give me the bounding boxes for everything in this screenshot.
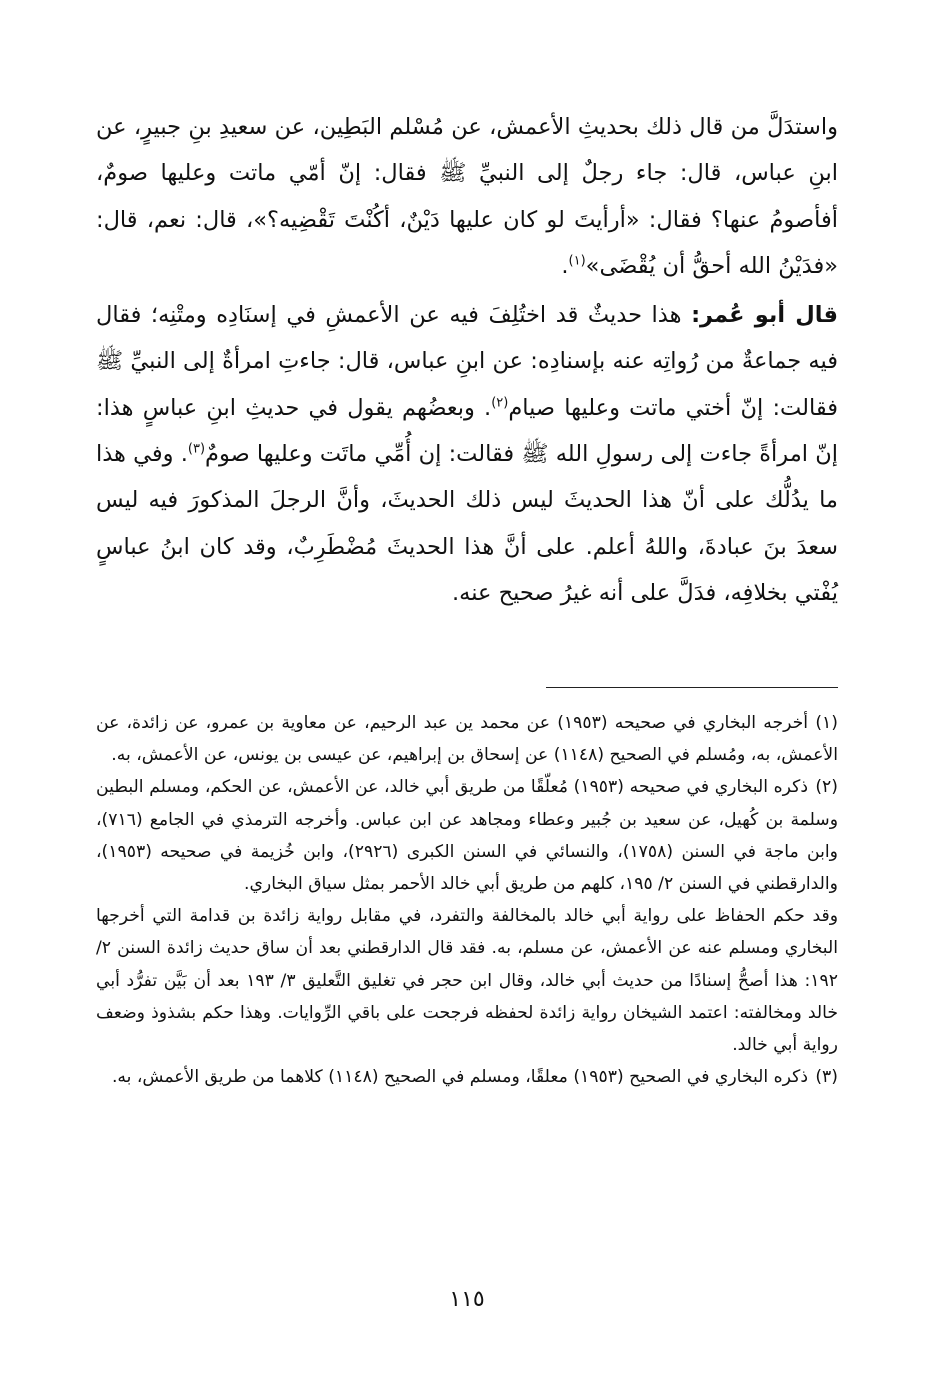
footnote-2-continuation-text: وقد حكم الحفاظ على رواية أبي خالد بالمخالفة والتفرد، في مقابل رواية زائدة بن قدامة التي أخرجها البخاري ومسلم عنه عن الأعمش، عن مسلم، به. فقد قال الدارقطني بعد أن ساق حديث زائدة السنن ٢/ ١٩٢: هذا أصحُّ إسنادًا من حديث أبي خالد، وقال ابن حجر في تغليق التَّعليق ٣/ ١٩٣ بعد أن بَيَّن تفرُّد أبي خالد ومخالفته: اعتمد الشيخان رواية زائدة لحفظه فرجحت على باقي الرِّوايات. وهذا حكم بشذوذ وضعف رواية أبي خالد. — [96, 906, 838, 1056]
footnote-2-number: (٢) — [815, 777, 838, 798]
footnote-1 — [96, 707, 838, 771]
footnote-1-number: (١) — [815, 713, 838, 733]
footnote-ref-2[interactable]: (٢) — [491, 395, 509, 411]
paragraph-2-text-a: هذا حديثٌ قد اختُلِفَ فيه عن الأعمشِ في إسنَادِه ومتْنِه؛ فقال فيه جماعةٌ من رُواتِه عنه بإسنادِه: عن ابنِ عباس، قال: جاءتِ امرأةٌ إلى النبيِّ ﷺ فقالت: إنّ أختي ماتت وعليها صيام — [96, 302, 838, 421]
footnote-1-text: أخرجه البخاري في صحيحه (١٩٥٣) عن محمد ين عبد الرحيم، عن معاوية بن عمرو، عن زائدة، عن الأعمش، به، ومُسلم في الصحيح (١١٤٨) عن إسحاق بن إبراهيم، عن عيسى بن يونس، عن الأعمش، به. — [96, 713, 838, 766]
footnote-3-text: ذكره البخاري في الصحيح (١٩٥٣) معلقًا، ومسلم في الصحيح (١١٤٨) كلاهما من طريق الأعمش، به. — [111, 1067, 808, 1088]
footnote-ref-1[interactable]: (١) — [568, 253, 586, 269]
paragraph-1-text: واستدَلَّ من قال ذلك بحديثِ الأعمش، عن مُسْلم البَطِين، عن سعيدِ بنِ جبيرٍ، عن ابنِ عباس، قال: جاء رجلٌ إلى النبيِّ ﷺ فقال: إنّ أمّي ماتت وعليها صومٌ، أفأصومُ عنها؟ فقال: «أرأيتَ لو كان عليها دَيْنٌ، أكُنْتَ تَقْضِيه؟»، قال: نعم، قال: «فدَيْنُ الله أحقُّ أن يُقْضَى» — [96, 114, 838, 279]
footnote-3 — [96, 1061, 838, 1093]
paragraph-2-text-c: . وفي هذا ما يدُلُّك على أنّ هذا الحديثَ ليس ذلك الحديثَ، وأنَّ الرجلَ المذكورَ فيه ليس سعدَ بنَ عبادةَ، واللهُ أعلم. على أنَّ هذا الحديثَ مُضْطَرِبٌ، وقد كان ابنُ عباسٍ يُفْتي بخلافِه، فدَلَّ على أنه غيرُ صحيح عنه. — [96, 441, 838, 606]
footnote-ref-3[interactable]: (٣) — [187, 441, 206, 457]
footnote-2-continuation — [96, 900, 838, 1061]
page-number: ١١٥ — [449, 1287, 485, 1312]
paragraph-2-text-b: . وبعضُهم يقول في حديثِ ابنِ عباسٍ هذا: إنّ امرأةً جاءت إلى رسولِ الله ﷺ فقالت: إن أُمِّي ماتَت وعليها صومٌ — [96, 394, 839, 468]
paragraph-1-end: . — [561, 252, 569, 279]
footnote-2 — [96, 771, 838, 900]
footnotes — [96, 707, 838, 1093]
paragraph-2 — [96, 292, 838, 616]
paragraph-2-heading: قال أبو عُمر: — [691, 302, 838, 329]
footnote-2-text: ذكره البخاري في صحيحه (١٩٥٣) مُعلّقًا من طريق أبي خالد، عن الأعمش، عن الحكم، ومسلم البطين وسلمة بن كُهيل، عن سعيد بن جُبير وعطاء ومجاهد عن ابن عباس. وأخرجه الترمذي في الجامع (٧١٦)، وابن ماجة في السنن (١٧٥٨)، والنسائي في السنن الكبرى (٢٩٢٦)، وابن خُزيمة في صحيحه (١٩٥٣)، والدارقطني في السنن ٢/ ١٩٥، كلهم من طريق أبي خالد الأحمر بمثل سياق البخاري. — [96, 777, 838, 895]
footnote-3-number: (٣) — [815, 1067, 838, 1088]
footnote-separator — [546, 687, 838, 688]
paragraph-1 — [96, 104, 838, 289]
main-text — [96, 104, 838, 616]
